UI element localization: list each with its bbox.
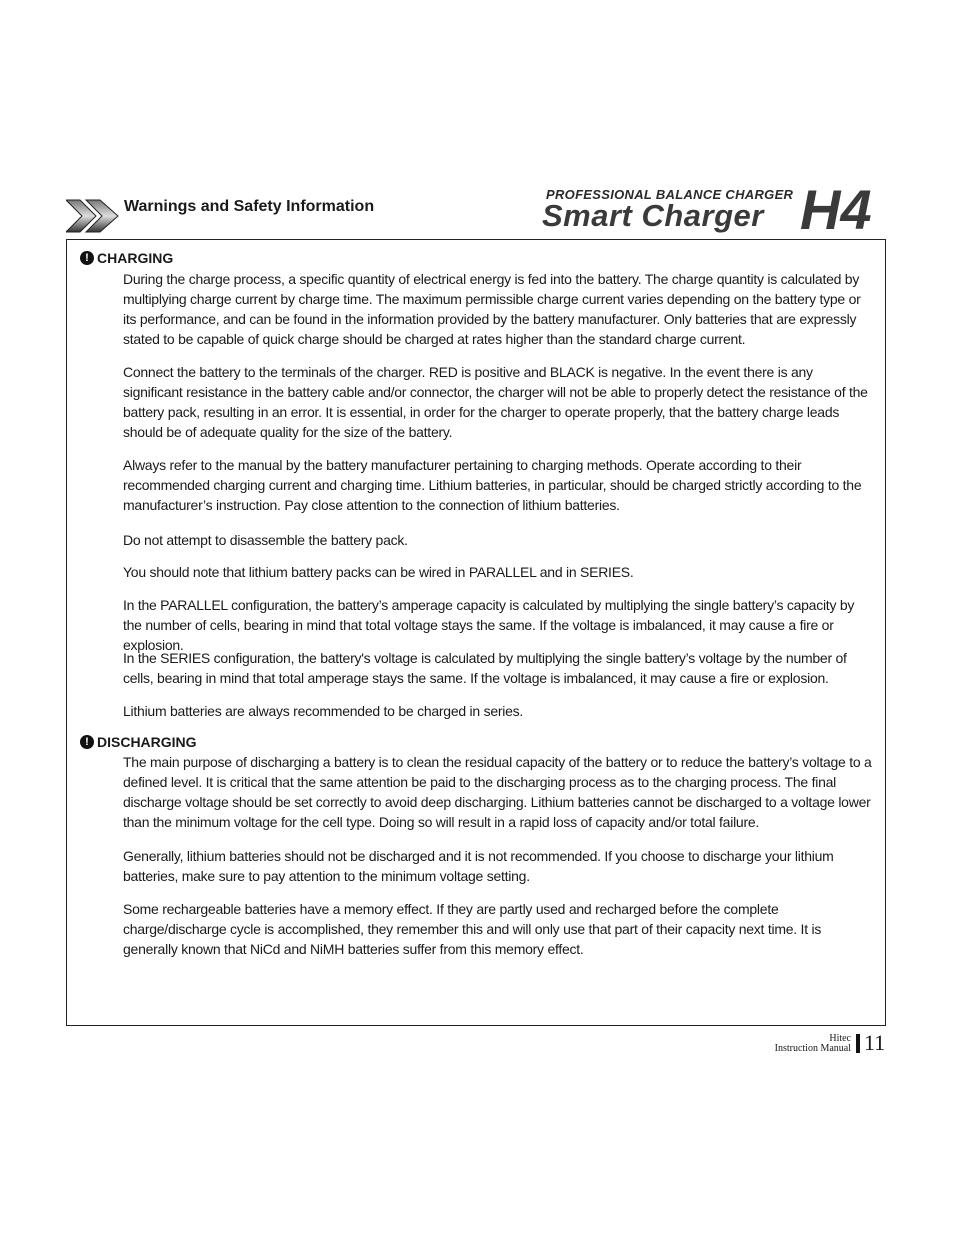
paragraph: Do not attempt to disassemble the battery pack. <box>123 532 408 548</box>
warning-icon: ! <box>80 735 94 749</box>
page-number: 11 <box>864 1030 886 1055</box>
charging-heading <box>80 250 173 266</box>
discharging-heading <box>80 734 197 750</box>
footer-manual-label: Instruction Manual <box>774 1043 851 1054</box>
warning-icon: ! <box>80 251 94 265</box>
paragraph: In the SERIES configuration, the battery's voltage is calculated by multiplying the single battery’s voltage by the number of cells, bearing in mind that total amperage stays the same. If the voltage is imbalanced, it may cause a fire or explosion. <box>123 650 847 686</box>
footer-brand-name: Hitec <box>829 1033 851 1044</box>
paragraph: Connect the battery to the terminals of the charger. RED is positive and BLACK is negative. In the event there is any significant resistance in the battery cable and/or connector, the charger will not be able to properly detect the resistance of the battery pack, resulting in an error. It is essential, in order for the charger to operate properly, that the battery charge leads should be of adequate quality for the size of the battery. <box>123 364 868 440</box>
paragraph: Generally, lithium batteries should not be discharged and it is not recommended. If you choose to discharge your lithium batteries, make sure to pay attention to the minimum voltage setting. <box>123 848 834 884</box>
paragraph: Always refer to the manual by the battery manufacturer pertaining to charging methods. Operate according to their recommended charging current and charging time. Lithium batteries, in particular, should be charged strictly according to the manufacturer’s instruction. Pay close attention to the connection of lithium batteries. <box>123 457 862 513</box>
footer-divider <box>856 1034 860 1053</box>
footer-brand <box>775 1034 851 1054</box>
brand-title: Smart Charger <box>542 198 764 233</box>
section-title: Warnings and Safety Information <box>124 198 375 215</box>
brand-subtitle: PROFESSIONAL BALANCE CHARGER <box>546 187 794 202</box>
brand-model: H4 <box>800 178 872 241</box>
paragraph: In the PARALLEL configuration, the battery’s amperage capacity is calculated by multiplying the single battery’s capacity by the number of cells, bearing in mind that total voltage stays the same. If the voltage is imbalanced, it may cause a fire or explosion. <box>123 597 855 653</box>
paragraph: Some rechargeable batteries have a memory effect. If they are partly used and recharged before the complete charge/discharge cycle is accomplished, they remember this and will only use that part of their capacity next time. It is generally known that NiCd and NiMH batteries suffer from this memory effect. <box>123 901 822 957</box>
paragraph: The main purpose of discharging a battery is to clean the residual capacity of the battery or to reduce the battery’s voltage to a defined level. It is critical that the same attention be paid to the discharging process as to the charging process. The final discharge voltage should be set correctly to avoid deep discharging. Lithium batteries cannot be discharged to a voltage lower than the minimum voltage for the cell type. Doing so will result in a rapid loss of capacity and/or total failure. <box>123 754 872 830</box>
paragraph: During the charge process, a specific quantity of electrical energy is fed into the battery. The charge quantity is calculated by multiplying charge current by charge time. The maximum permissible charge current varies depending on the battery type or its performance, and can be found in the information provided by the battery manufacturer. Only batteries that are expressly stated to be capable of quick charge should be charged at rates higher than the standard charge current. <box>123 271 861 347</box>
discharging-heading-label: DISCHARGING <box>97 734 197 750</box>
double-chevron-icon <box>66 196 122 236</box>
paragraph: Lithium batteries are always recommended to be charged in series. <box>123 703 524 719</box>
charging-heading-label: CHARGING <box>97 250 174 266</box>
paragraph: You should note that lithium battery packs can be wired in PARALLEL and in SERIES. <box>123 564 634 580</box>
